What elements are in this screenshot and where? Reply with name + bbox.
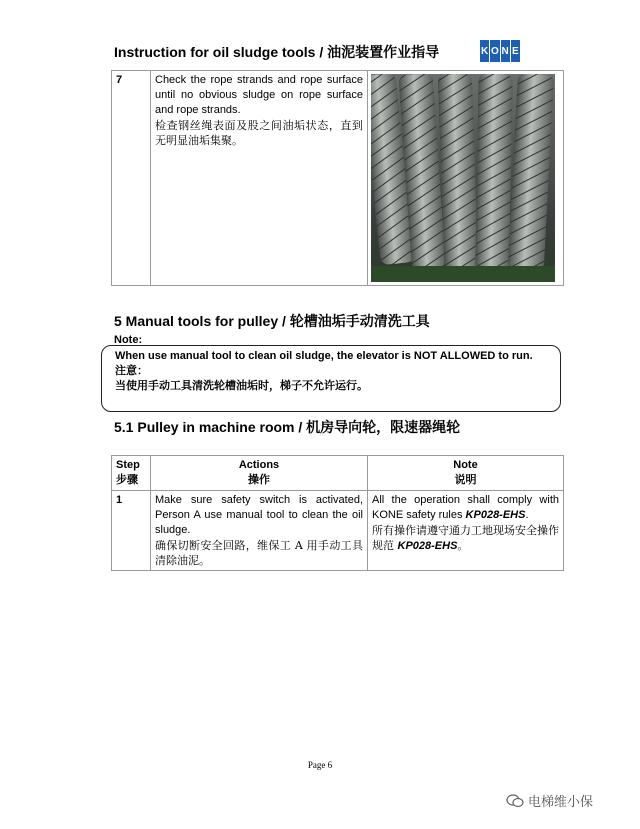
header-actions [151,456,368,491]
rule-code: KP028-EHS [465,509,526,521]
logo-letter: O [490,40,499,62]
warning-chinese: 当使用手动工具清洗轮槽油垢时，梯子不允许运行。 [115,380,368,392]
logo-letter: E [511,40,520,62]
header-step-zh: 步骤 [116,474,138,486]
step-action [151,491,368,571]
note-chinese-text: 所有操作请遵守通力工地现场安全操作规范 [372,524,559,552]
header-step [112,456,151,491]
warning-chinese-label: 注意： [115,365,148,377]
header-step-en: Step [116,459,140,471]
note-chinese-suffix: 。 [457,539,469,552]
note-label: Note: [114,334,143,346]
note-english-text: All the operation shall comply with KONE safety rules [372,494,559,521]
header-note-en: Note [453,459,478,471]
step-note [368,491,564,571]
rule-code: KP028-EHS [397,540,458,552]
section-5-1-heading: 5.1 Pulley in machine room / 机房导向轮，限速器绳轮 [114,419,461,435]
steel-wire-ropes-photo [371,74,555,282]
note-chinese [372,523,559,554]
table-row [112,491,564,571]
action-english: Make sure safety switch is activated, Person A use manual tool to clean the oil sludge. [155,494,363,536]
page-number: Page 6 [307,760,333,770]
logo-letter: K [480,40,489,62]
watermark-text: 电梯维小保 [528,794,594,809]
action-chinese: 检查钢丝绳表面及股之间油垢状态，直到无明显油垢集聚。 [155,119,363,147]
header-note [368,456,564,491]
warning-text [115,349,555,394]
table-row [112,71,564,286]
header-note-zh: 说明 [454,474,477,486]
step-action [151,71,368,286]
header-actions-zh: 操作 [248,474,270,486]
kone-logo [480,40,520,62]
table-header-row [112,456,564,491]
step-image-cell [368,71,564,286]
document-header-title: Instruction for oil sludge tools / 油泥装置作业指导 [114,44,440,60]
wechat-icon [506,794,524,808]
note-english [372,493,559,523]
header-actions-en: Actions [238,459,280,471]
action-english: Check the rope strands and rope surface until no obvious sludge on rope surface and rope strands. [155,74,363,116]
step-number: 1 [112,491,151,571]
warning-english: When use manual tool to clean oil sludge, the elevator is NOT ALLOWED to run. [115,350,533,362]
pulley-steps-table [111,455,564,571]
watermark [506,791,593,810]
step-number: 7 [112,71,151,286]
section-5-heading: 5 Manual tools for pulley / 轮槽油垢手动清洗工具 [114,313,430,329]
logo-letter: N [501,40,510,62]
step7-table [111,70,564,286]
action-chinese: 确保切断安全回路，维保工 A 用手动工具清除油泥。 [155,539,363,567]
note-english-suffix: . [525,509,529,521]
rope-illustration [371,74,555,282]
